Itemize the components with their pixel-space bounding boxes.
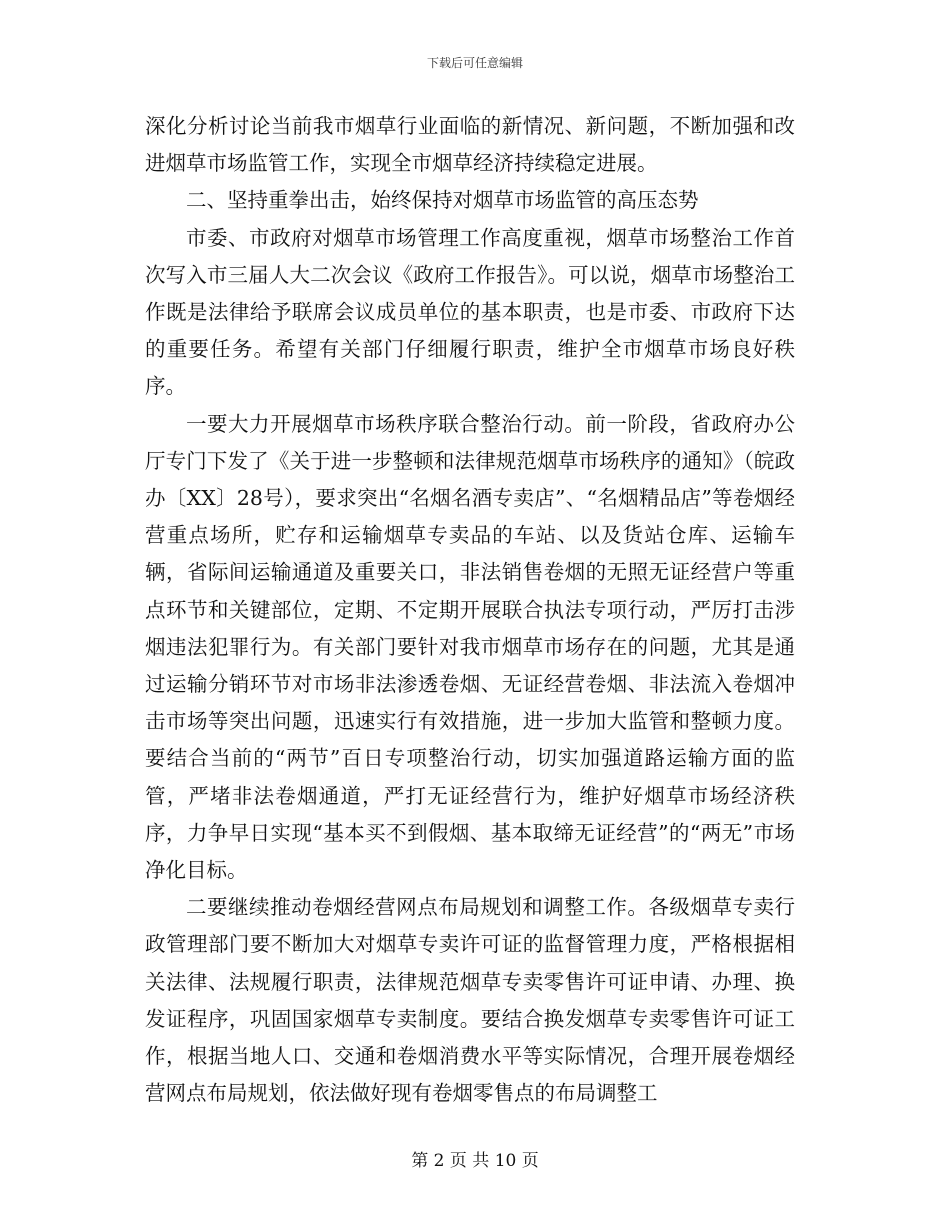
paragraph-continuation: 深化分析讨论当前我市烟草行业面临的新情况、新问题，不断加强和改进烟草市场监管工作，实现全市烟草经济持续稳定进展。 [145, 114, 795, 176]
page-header: 下载后可任意编辑 [426, 56, 523, 70]
paragraph: 市委、市政府对烟草市场管理工作高度重视，烟草市场整治工作首次写入市三届人大二次会议《政府工作报告》。可以说，烟草市场整治工作既是法律给予联席会议成员单位的基本职责，也是市委、市政府下达的重要任务。希望有关部门仔细履行职责，维护全市烟草市场良好秩序。 [145, 225, 795, 399]
page-number: 第 2 页 共 10 页 [411, 1151, 539, 1171]
paragraph: 二要继续推动卷烟经营网点布局规划和调整工作。各级烟草专卖行政管理部门要不断加大对烟草专卖许可证的监督管理力度，严格根据相关法律、法规履行职责，法律规范烟草专卖零售许可证申请、办理、换发证程序，巩固国家烟草专卖制度。要结合换发烟草专卖零售许可证工作，根据当地人口、交通和卷烟消费水平等实际情况，合理开展卷烟经营网点布局规划，依法做好现有卷烟零售点的布局调整工 [145, 895, 795, 1106]
section-heading: 二、坚持重拳出击，始终保持对烟草市场监管的高压态势 [186, 188, 699, 213]
document-body [145, 108, 795, 1112]
paragraph: 一要大力开展烟草市场秩序联合整治行动。前一阶段，省政府办公厅专门下发了《关于进一步整顿和法律规范烟草市场秩序的通知》（皖政办〔XX〕28号），要求突出“名烟名酒专卖店”、“名烟精品店”等卷烟经营重点场所，贮存和运输烟草专卖品的车站、以及货站仓库、运输车辆，省际间运输通道及重要关口，非法销售卷烟的无照无证经营户等重点环节和关键部位，定期、不定期开展联合执法专项行动，严厉打击涉烟违法犯罪行为。有关部门要针对我市烟草市场存在的问题，尤其是通过运输分销环节对市场非法渗透卷烟、无证经营卷烟、非法流入卷烟冲击市场等突出问题，迅速实行有效措施，进一步加大监管和整顿力度。要结合当前的“两节”百日专项整治行动，切实加强道路运输方面的监管，严堵非法卷烟通道，严打无证经营行为，维护好烟草市场经济秩序，力争早日实现“基本买不到假烟、基本取缔无证经营”的“两无”市场净化目标。 [145, 411, 795, 883]
